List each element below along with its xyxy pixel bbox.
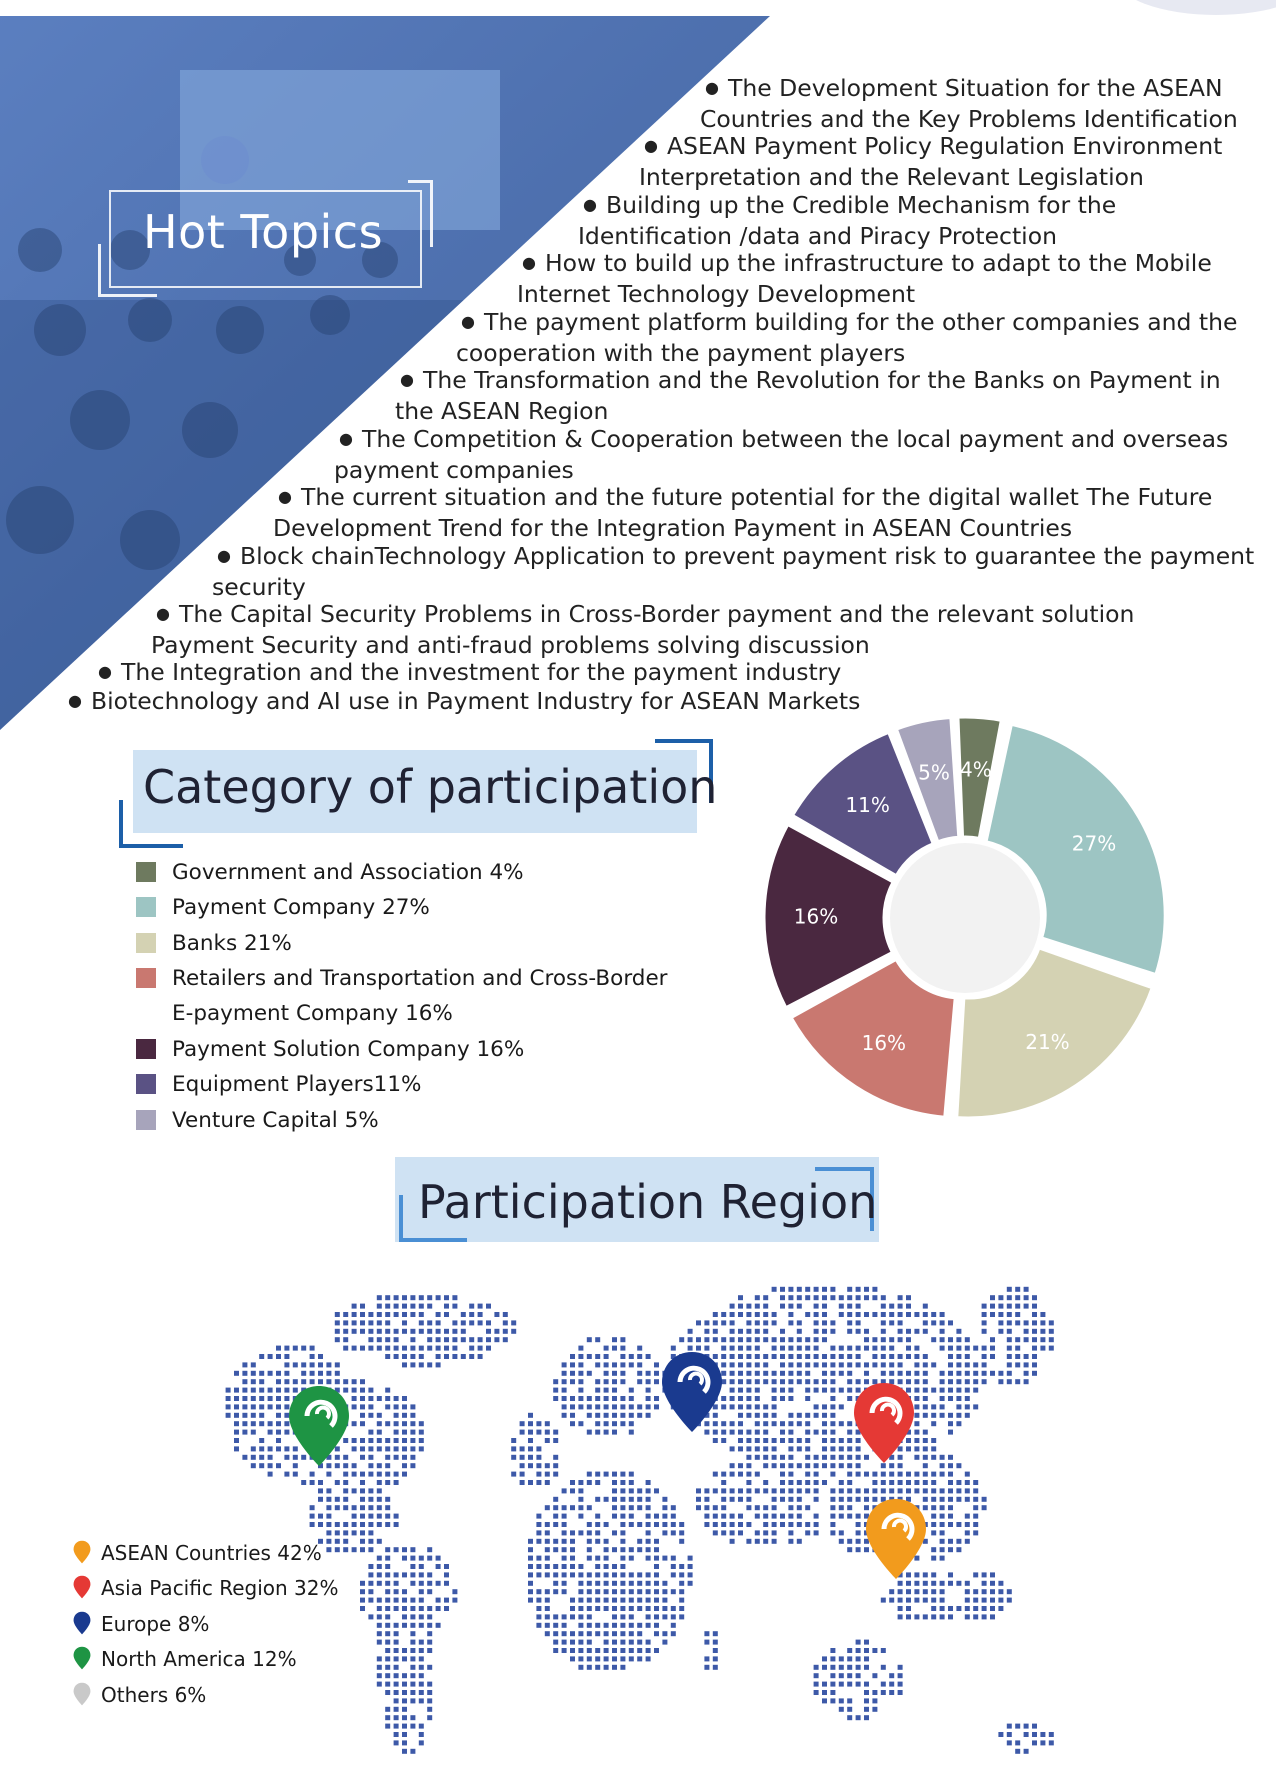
region-legend-item: Europe 8% bbox=[73, 1611, 209, 1636]
donut-slice-label: 16% bbox=[793, 904, 839, 929]
category-title: Category of participation bbox=[143, 760, 718, 814]
legend-swatch bbox=[136, 933, 156, 953]
donut-slice-label: 21% bbox=[1025, 1030, 1070, 1055]
donut-hole bbox=[890, 843, 1040, 993]
participation-donut-chart bbox=[760, 700, 1180, 1140]
legend-item: Venture Capital 5% bbox=[136, 1108, 379, 1133]
topic-item: ● The payment platform building for the other companies and the cooperation with the payment players bbox=[461, 308, 1237, 368]
location-pin-icon bbox=[73, 1540, 91, 1564]
map-pin-asia-pacific bbox=[852, 1381, 916, 1465]
topic-item: ● The Transformation and the Revolution for the Banks on Payment in the ASEAN Region bbox=[400, 366, 1221, 426]
legend-item: Equipment Players11% bbox=[136, 1072, 421, 1097]
region-legend-item: Others 6% bbox=[73, 1682, 206, 1707]
region-legend-item: Asia Pacific Region 32% bbox=[73, 1575, 338, 1600]
map-pin-europe bbox=[660, 1350, 724, 1434]
region-legend-item: ASEAN Countries 42% bbox=[73, 1540, 322, 1565]
topic-item: ● Block chainTechnology Application to prevent payment risk to guarantee the payment security bbox=[217, 542, 1254, 602]
map-pin-north-america bbox=[287, 1384, 351, 1468]
map-pin-asean bbox=[864, 1497, 928, 1581]
topic-item: ● The current situation and the future potential for the digital wallet The Future Development Trend for the Integration Payment in ASEAN Countries bbox=[278, 483, 1212, 543]
location-pin-icon bbox=[73, 1646, 91, 1670]
topic-item: ● The Development Situation for the ASEAN Countries and the Key Problems Identification bbox=[705, 74, 1238, 134]
hot-topics-title: Hot Topics bbox=[143, 205, 384, 259]
hot-topics-bracket bbox=[408, 180, 433, 247]
legend-item-continued: E-payment Company 16% bbox=[172, 1001, 453, 1026]
donut-slice-label: 16% bbox=[861, 1030, 907, 1055]
topic-item: ● How to build up the infrastructure to adapt to the Mobile Internet Technology Development bbox=[522, 249, 1212, 309]
legend-swatch bbox=[136, 968, 156, 988]
legend-item: Banks 21% bbox=[136, 931, 292, 956]
topic-item: ● The Integration and the investment for the payment industry bbox=[98, 658, 841, 689]
legend-swatch bbox=[136, 1110, 156, 1130]
topic-item: ● Biotechnology and AI use in Payment Industry for ASEAN Markets bbox=[68, 687, 860, 718]
location-pin-icon bbox=[73, 1682, 91, 1706]
legend-item: Payment Company 27% bbox=[136, 895, 430, 920]
legend-swatch bbox=[136, 1074, 156, 1094]
dotted-world-map bbox=[150, 1270, 1130, 1760]
topic-item: ● ASEAN Payment Policy Regulation Environment Interpretation and the Relevant Legislation bbox=[644, 132, 1222, 192]
legend-swatch bbox=[136, 1039, 156, 1059]
location-pin-icon bbox=[73, 1575, 91, 1599]
legend-item: Retailers and Transportation and Cross-Border bbox=[136, 966, 668, 991]
topic-item: ● The Capital Security Problems in Cross-Border payment and the relevant solution Payment Security and anti-fraud problems solving discussion bbox=[156, 600, 1134, 660]
topic-item: ● The Competition & Cooperation between the local payment and overseas payment companies bbox=[339, 425, 1228, 485]
region-title: Participation Region bbox=[418, 1175, 878, 1229]
topic-item: ● Building up the Credible Mechanism for the Identification /data and Piracy Protection bbox=[583, 191, 1116, 251]
legend-item: Government and Association 4% bbox=[136, 860, 524, 885]
donut-slice-label: 11% bbox=[845, 793, 890, 818]
donut-slice-label: 5% bbox=[918, 760, 950, 785]
map-dots bbox=[226, 1287, 1054, 1754]
donut-slice-label: 4% bbox=[960, 757, 992, 782]
location-pin-icon bbox=[73, 1611, 91, 1635]
legend-swatch bbox=[136, 862, 156, 882]
legend-item: Payment Solution Company 16% bbox=[136, 1037, 524, 1062]
region-legend-item: North America 12% bbox=[73, 1646, 297, 1671]
donut-slice-label: 27% bbox=[1071, 831, 1117, 856]
legend-swatch bbox=[136, 897, 156, 917]
